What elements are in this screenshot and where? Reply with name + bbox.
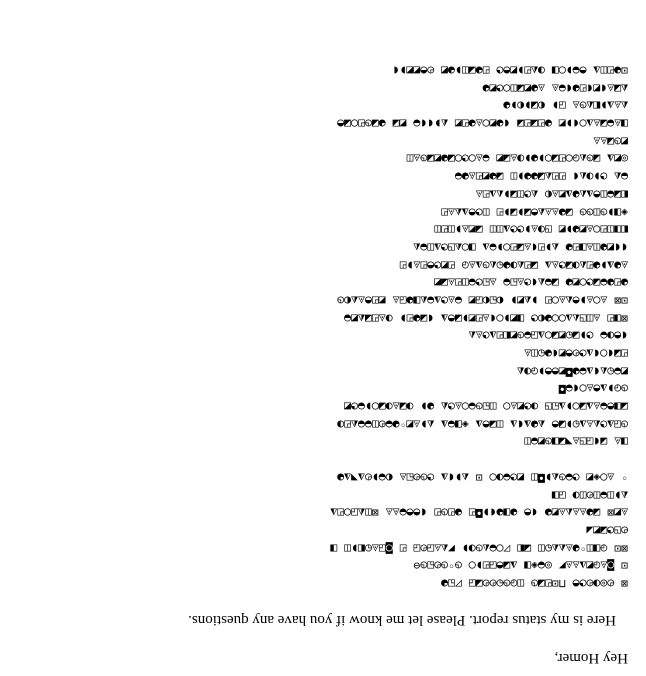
glyph-line: ⊠⊡ ◶◨◫◦◕◬◭◭◵◫ ◪◧ ◸◯◒◭◷◑◗ ◤◭◬◲◴◲ ◰ ◙◲◬◵◧◗◫ ◨	[330, 541, 628, 556]
glyph-line: ⊡ ◙◬◶◩◮◬◬◤ ◎◒◈◨ ◮◪◓◲◰◗◯ ◷◦◷◴◱◷⊖	[413, 559, 628, 574]
glyph-line: ◭◗◫◒◫◴◫◑ ◲◨	[551, 488, 628, 503]
glyph-line: ◈◨◗◷◫◷◷ ◪◕◬◬◭◓◪◗◪◗◰ ◫◔◓◮◭◬◰	[441, 205, 628, 220]
glyph-line: ◕◰◕◒◪◔◯◩◕ ◪◒◭◖◔◬◱◒ ◬◱◔◒◫◰◬◪◩	[434, 276, 628, 291]
glyph-line: ◩◷◪◬◬	[593, 134, 628, 149]
glyph-line: ◒◭ ◔◗◑◭◖ ◰◰◭◪◕◕◗◫ ◪◕◩◰◬◕◒	[454, 170, 628, 185]
glyph-line: ◖◓◑◒ ◔◗◪◵◩◪◯◮◲◒◷◩◧◰◮◔◬◭	[468, 329, 628, 344]
intro-paragraph: Here is my status report. Please let me know if you have any questions.	[188, 612, 616, 628]
greeting: Hey Homer,	[554, 650, 628, 666]
glyph-line: ◰◪◖◯◖◮◔◴◓◩◖◕◵◫◬	[524, 347, 628, 362]
glyph-line: ◧◨◫◰◯◬◩◕◗◩ ◳◑◬◗◔◔◮◫◫ ◪◩◬◗◫◰◫	[434, 223, 628, 238]
glyph-line: ⊠◨◰ ◬◫◳◭◮◯◯◕◐◔ ◨◩◗◯◖◬◰◩◗◪◓◮ ◖◪◕◰◗ ◑◬◰◪◭◩◒	[344, 311, 628, 326]
glyph-line: ⊡⊠ ◬◯◬◗◓◭◬◯◰ ◗◭◩◗ ◐◱◐◲◩ ◒◬◔◮◒◭◨◕◲◬ ◩◰◓◬◭◐◷	[337, 294, 628, 308]
glyph-line: ◩◒◵◭◖◮◒◕◘◩◓◓◗◶◑◭	[517, 364, 628, 379]
glyph-line: ◧◪◒◫◓◮◭◕◮◩◬◐ ◭◔◫◪◗◭◮◰◬	[475, 187, 628, 202]
glyph-line: ◭◪◬◖◩◖◰◕◖◒◬ ◬◕◩◪◫◯◔◩◕	[482, 81, 628, 96]
glyph-line: ◭◬◮◗◧◭◷◬ ◲◗ ◐◪◗◐◗◕	[503, 99, 628, 114]
glyph-line: ⊡◕◰◫◮ ◓◒◗◯◨ ◑◭◰◗◩◓◔ ◰◕◪◫◗◕◩ ◴◓◩◩◗◖	[392, 64, 628, 79]
glyph-line: ◬◩⊠ ◪◕◬◬◭◬◩◕ ◖◓ ◕◨◕◖◗◘◰ ◕◰◷◰ ◖◓◓◒◬◬ ⊠◫◭◲◯◰◮	[330, 506, 628, 521]
glyph-line	[18, 451, 628, 469]
glyph-line: ◷◶◗◮◓◬◯◖◒◘	[558, 382, 628, 397]
glyph-line: ◨◬◒◪◬◮◯◖◗◩ ◕◰◪◰◪ ◖◕◩◯◬◕◰◩ ◭◗◖◖◒ ◩◪ ◕◪◷◰◯◪◓	[337, 117, 628, 132]
glyph-line: ◎◩◮ ◪◷◭◶◯◰◪◯◗◕◗◑◬◪◩ ◒◬◯◔◯◪◕◩◪◷◬◫	[406, 152, 628, 167]
glyph-text-body	[18, 61, 628, 592]
glyph-line: ◖◖◩◕◫◬◨◰◕ ◭◗◰◖◬◪◰◯◗◒◮ ◨◯◭◳◔◮◫◒◭	[413, 240, 628, 255]
glyph-line: ◬◕◮◗◕◰◭◑◪◔◬◮ ◪◰◭◑◕◵◭◷◮◬◶ ◰◩◔◓◰◬◗◰	[399, 258, 628, 273]
glyph-line: ◴◳◔◪◩◢	[586, 523, 628, 538]
glyph-line: ⊠ ◴◎◑◴◔◓ ⊓⊡◰◪◷ ◫◶◷◵◴◴◪◲ ◸◱◕	[441, 577, 628, 591]
glyph-line: ◦ ◬◯◈◩ ◔◒◷◭◗◘◫ ◩◔◒◑◯ ⊡ ◭◗◖◮ ◔◷◴◱◬ ◐◒◗◴◮◥◮◕	[337, 470, 628, 485]
glyph-line: ◷◲◮◔◭◬◮◵◗◪◓ ◭◕◮◖◮ ◫◪◓◮ ◈◨◒◮ ◭◗◬◩◦◕◒◴◫◒◒◭◰◑	[337, 417, 628, 432]
glyph-line: ◪◨◓◒◬◮◪◯◗◮◱◳ ◑◔◩◬◯ ◫◱◷◒◯◬◔◭ ◕◗ ◑◪◬◑◪◯◗◒◔◩	[344, 400, 628, 415]
glyph-line: ◨◬ ◪◖◲◳◬◥◪◨◷◩◒◫	[524, 435, 628, 450]
